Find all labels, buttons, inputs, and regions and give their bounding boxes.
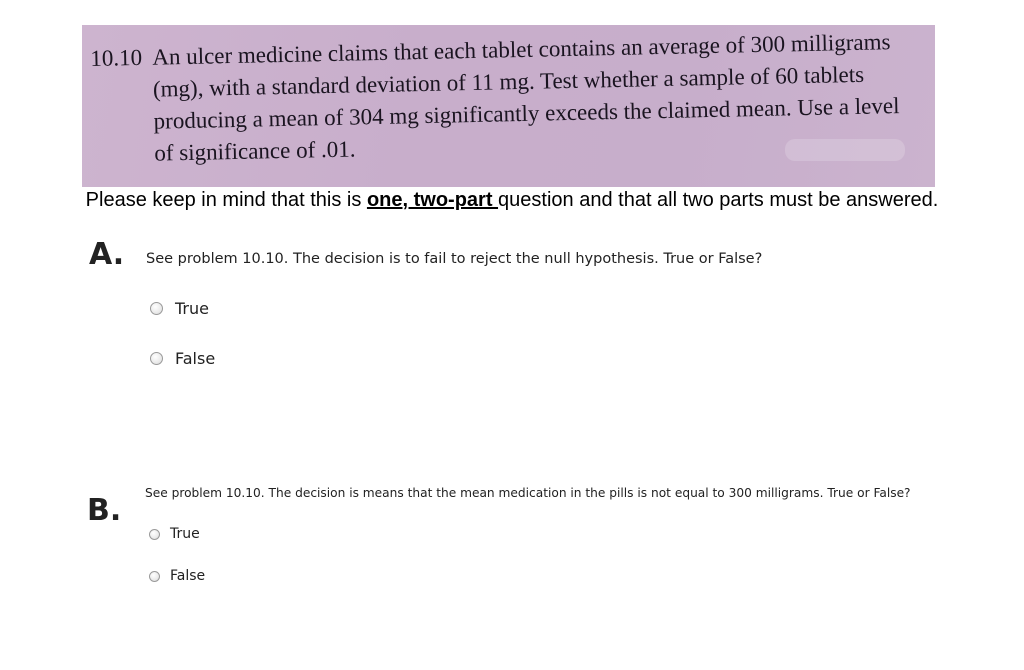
- problem-line-3: producing a mean of 304 mg significantly exceeds the claimed mean. Use a level: [153, 93, 900, 134]
- problem-line-2: (mg), with a standard deviation of 11 mg. Test whether a sample of 60 tablets: [152, 61, 865, 102]
- part-b-option-false[interactable]: False: [149, 568, 205, 584]
- notice-emphasis: one, two-part: [366, 189, 499, 211]
- part-a-question: See problem 10.10. The decision is to fail to reject the null hypothesis. True or False?: [146, 251, 763, 267]
- problem-line-1: 10.10 An ulcer medicine claims that each tablet contains an average of 300 milligrams: [90, 26, 920, 75]
- part-b-question: See problem 10.10. The decision is means that the mean medication in the pills is not equal to 300 milligrams. True or False?: [145, 486, 911, 500]
- problem-number: 10.10: [90, 44, 143, 71]
- radio-button-icon[interactable]: [150, 352, 163, 365]
- part-b-label: B.: [87, 493, 122, 528]
- part-a-label: A.: [89, 237, 125, 272]
- problem-line-4: of significance of .01.: [154, 136, 356, 166]
- part-b-option-true[interactable]: True: [149, 526, 200, 542]
- radio-button-icon[interactable]: [150, 302, 163, 315]
- problem-photo: [82, 25, 935, 187]
- part-a-option-false[interactable]: False: [150, 349, 215, 368]
- part-a-option-true[interactable]: True: [150, 299, 209, 318]
- radio-button-icon[interactable]: [149, 571, 160, 582]
- radio-button-icon[interactable]: [149, 529, 160, 540]
- problem-text: [90, 26, 922, 171]
- instructions-notice: Please keep in mind that this is one, two-part question and that all two parts must be answered.: [85, 189, 939, 211]
